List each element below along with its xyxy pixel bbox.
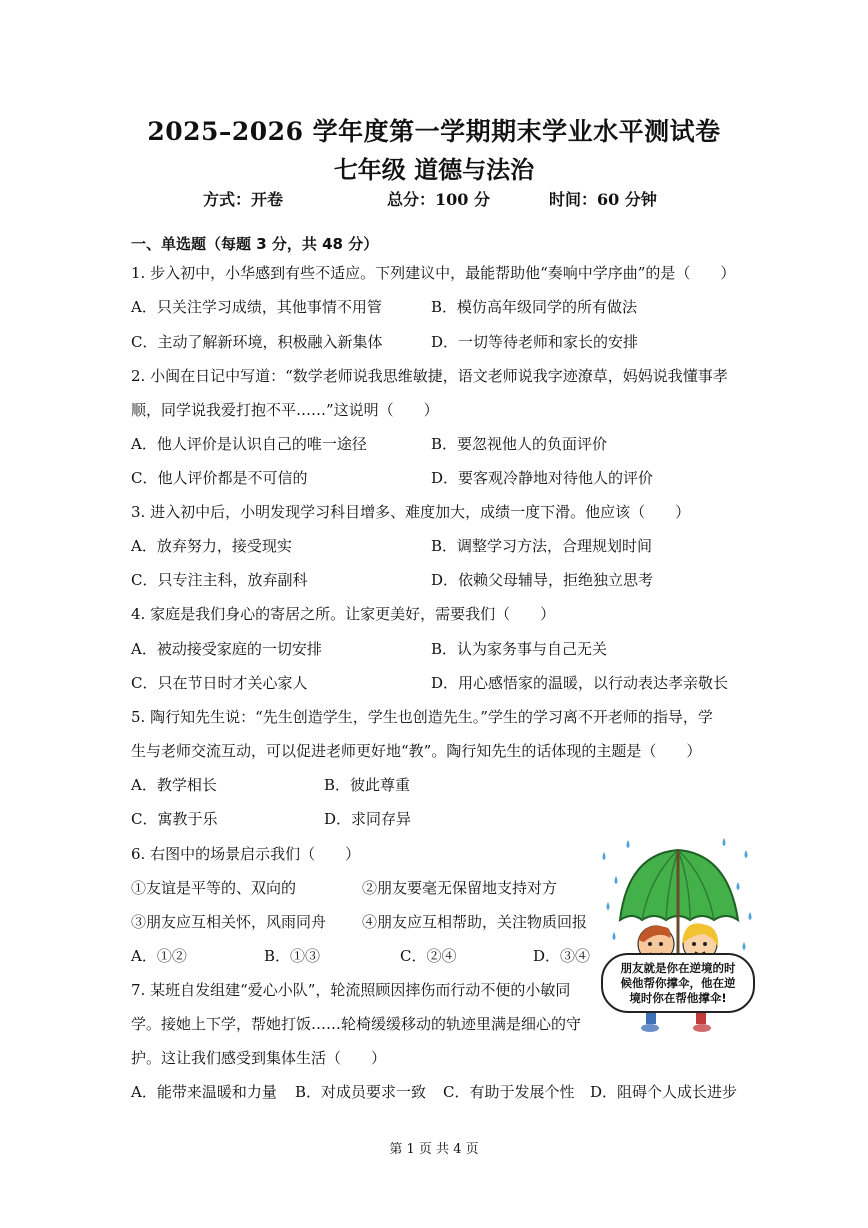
- question-1-option-c: C．主动了解新环境，积极融入新集体: [131, 333, 383, 351]
- question-2-option-b: B．要忽视他人的负面评价: [431, 435, 608, 453]
- question-5-stem-line2: 生与老师交流互动，可以促进老师更好地“教”。陶行知先生的话体现的主题是（ ）: [131, 742, 702, 760]
- question-6-statement-3: ③朋友应互相关怀，风雨同舟: [131, 913, 327, 931]
- question-7-option-b: B．对成员要求一致: [295, 1083, 427, 1101]
- question-5-stem-line1: 5. 陶行知先生说：“先生创造学生，学生也创造先生。”学生的学习离不开老师的指导，学: [131, 708, 713, 726]
- question-1-option-d: D．一切等待老师和家长的安排: [431, 333, 639, 351]
- page-number: 第 1 页 共 4 页: [389, 1142, 479, 1157]
- question-5-option-b: B．彼此尊重: [324, 776, 411, 794]
- question-6-statement-2: ②朋友要毫无保留地支持对方: [362, 879, 558, 897]
- umbrella-friends-illustration: [598, 832, 758, 1042]
- question-4-option-a: A．被动接受家庭的一切安排: [131, 640, 322, 658]
- question-2-option-a: A．他人评价是认识自己的唯一途径: [131, 435, 367, 453]
- section-heading: 一、单选题（每题 3 分，共 48 分）: [131, 235, 379, 253]
- question-2-option-c: C．他人评价都是不可信的: [131, 469, 308, 487]
- question-6-statement-1: ①友谊是平等的、双向的: [131, 879, 297, 897]
- exam-total-score: 总分：100 分: [387, 190, 490, 209]
- question-6-option-b: B．①③: [264, 947, 321, 965]
- question-2-stem-line2: 顺，同学说我爱打抱不平……”这说明（ ）: [131, 401, 439, 419]
- question-3-option-c: C．只专注主科，放弃副科: [131, 571, 308, 589]
- question-5-option-a: A．教学相长: [131, 776, 217, 794]
- exam-subtitle: 七年级 道德与法治: [333, 155, 535, 184]
- question-1-stem: 1. 步入初中，小华感到有些不适应。下列建议中，最能帮助他“奏响中学序曲”的是（ ）: [131, 264, 736, 282]
- question-6-statement-4: ④朋友应互相帮助，关注物质回报: [362, 913, 588, 931]
- question-4-option-d: D．用心感悟家的温暖，以行动表达孝亲敬长: [431, 674, 729, 692]
- question-4-option-c: C．只在节日时才关心家人: [131, 674, 308, 692]
- question-1-option-a: A．只关注学习成绩，其他事情不用管: [131, 298, 382, 316]
- question-3-option-a: A．放弃努力，接受现实: [131, 537, 292, 555]
- question-3-option-b: B．调整学习方法，合理规划时间: [431, 537, 653, 555]
- question-5-option-d: D．求同存异: [324, 810, 412, 828]
- question-4-option-b: B．认为家务事与自己无关: [431, 640, 608, 658]
- question-3-stem: 3. 进入初中后，小明发现学习科目增多、难度加大，成绩一度下滑。他应该（ ）: [131, 503, 691, 521]
- question-7-stem-line1: 7. 某班自发组建“爱心小队”，轮流照顾因摔伤而行动不便的小敏同: [131, 981, 571, 999]
- speech-bubble-line-1: 朋友就是你在逆境的时: [620, 961, 736, 975]
- question-1-option-b: B．模仿高年级同学的所有做法: [431, 298, 638, 316]
- speech-bubble-line-3: 境时你在帮他撑伞!: [629, 991, 727, 1005]
- question-6-stem: 6. 右图中的场景启示我们（ ）: [131, 845, 361, 863]
- exam-title: 2025–2026 学年度第一学期期末学业水平测试卷: [147, 117, 721, 146]
- question-5-option-c: C．寓教于乐: [131, 810, 218, 828]
- question-3-option-d: D．依赖父母辅导，拒绝独立思考: [431, 571, 654, 589]
- question-2-option-d: D．要客观冷静地对待他人的评价: [431, 469, 654, 487]
- question-6-option-d: D．③④: [533, 947, 591, 965]
- question-6-option-c: C．②④: [400, 947, 457, 965]
- question-4-stem: 4. 家庭是我们身心的寄居之所。让家更美好，需要我们（ ）: [131, 605, 556, 623]
- exam-time: 时间：60 分钟: [549, 190, 657, 209]
- question-6-option-a: A．①②: [131, 947, 187, 965]
- question-7-stem-line2: 学。接她上下学，帮她打饭……轮椅缓缓移动的轨迹里满是细心的守: [131, 1015, 582, 1033]
- question-7-option-a: A．能带来温暖和力量: [131, 1083, 277, 1101]
- question-7-stem-line3: 护。这让我们感受到集体生活（ ）: [131, 1049, 387, 1067]
- question-2-stem-line1: 2. 小闽在日记中写道：“数学老师说我思维敏捷，语文老师说我字迹潦草，妈妈说我懂事孝: [131, 367, 728, 385]
- question-7-option-c: C．有助于发展个性: [443, 1083, 575, 1101]
- exam-mode: 方式：开卷: [203, 190, 284, 209]
- question-7-option-d: D．阻碍个人成长进步: [590, 1083, 738, 1101]
- speech-bubble-line-2: 候他帮你撑伞，他在逆: [620, 976, 736, 990]
